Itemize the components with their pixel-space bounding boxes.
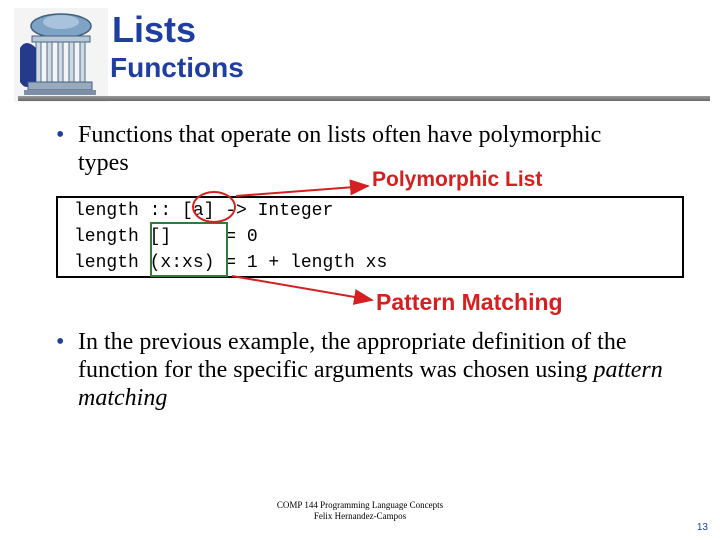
bullet-dot-icon: • bbox=[56, 122, 65, 148]
bullet-text-italic: pattern matching bbox=[78, 357, 663, 411]
polymorphic-list-label: Polymorphic List bbox=[372, 168, 543, 191]
page-number: 13 bbox=[696, 522, 708, 533]
code-line: length (x:xs) = 1 + length xs bbox=[74, 253, 388, 273]
pattern-highlight-box bbox=[150, 222, 228, 277]
code-line: length :: [a] -> Integer bbox=[74, 201, 334, 221]
arrow-to-polymorphic-label bbox=[236, 186, 368, 196]
bullet-pattern-matching bbox=[56, 328, 696, 412]
bullet-dot-icon: • bbox=[56, 329, 65, 355]
slide-footer bbox=[230, 500, 490, 522]
bullet-text: Functions that operate on lists often have polymorphic types bbox=[78, 122, 602, 176]
footer-author: Felix Hernandez-Campos bbox=[313, 511, 407, 521]
title-divider bbox=[18, 96, 710, 101]
bullet-text bbox=[78, 328, 696, 412]
slide-title: Lists bbox=[112, 9, 197, 50]
footer-course: COMP 144 Programming Language Concepts bbox=[276, 500, 444, 510]
pattern-matching-label: Pattern Matching bbox=[376, 289, 563, 315]
bullet-text-plain: In the previous example, the appropriate definition of the function for the specific arguments was chosen using bbox=[78, 329, 627, 383]
arrow-to-pattern-label bbox=[232, 276, 372, 300]
university-logo bbox=[14, 8, 108, 102]
type-highlight-circle bbox=[192, 191, 236, 223]
slide-subtitle: Functions bbox=[110, 52, 244, 83]
code-line: length [] = 0 bbox=[74, 227, 258, 247]
